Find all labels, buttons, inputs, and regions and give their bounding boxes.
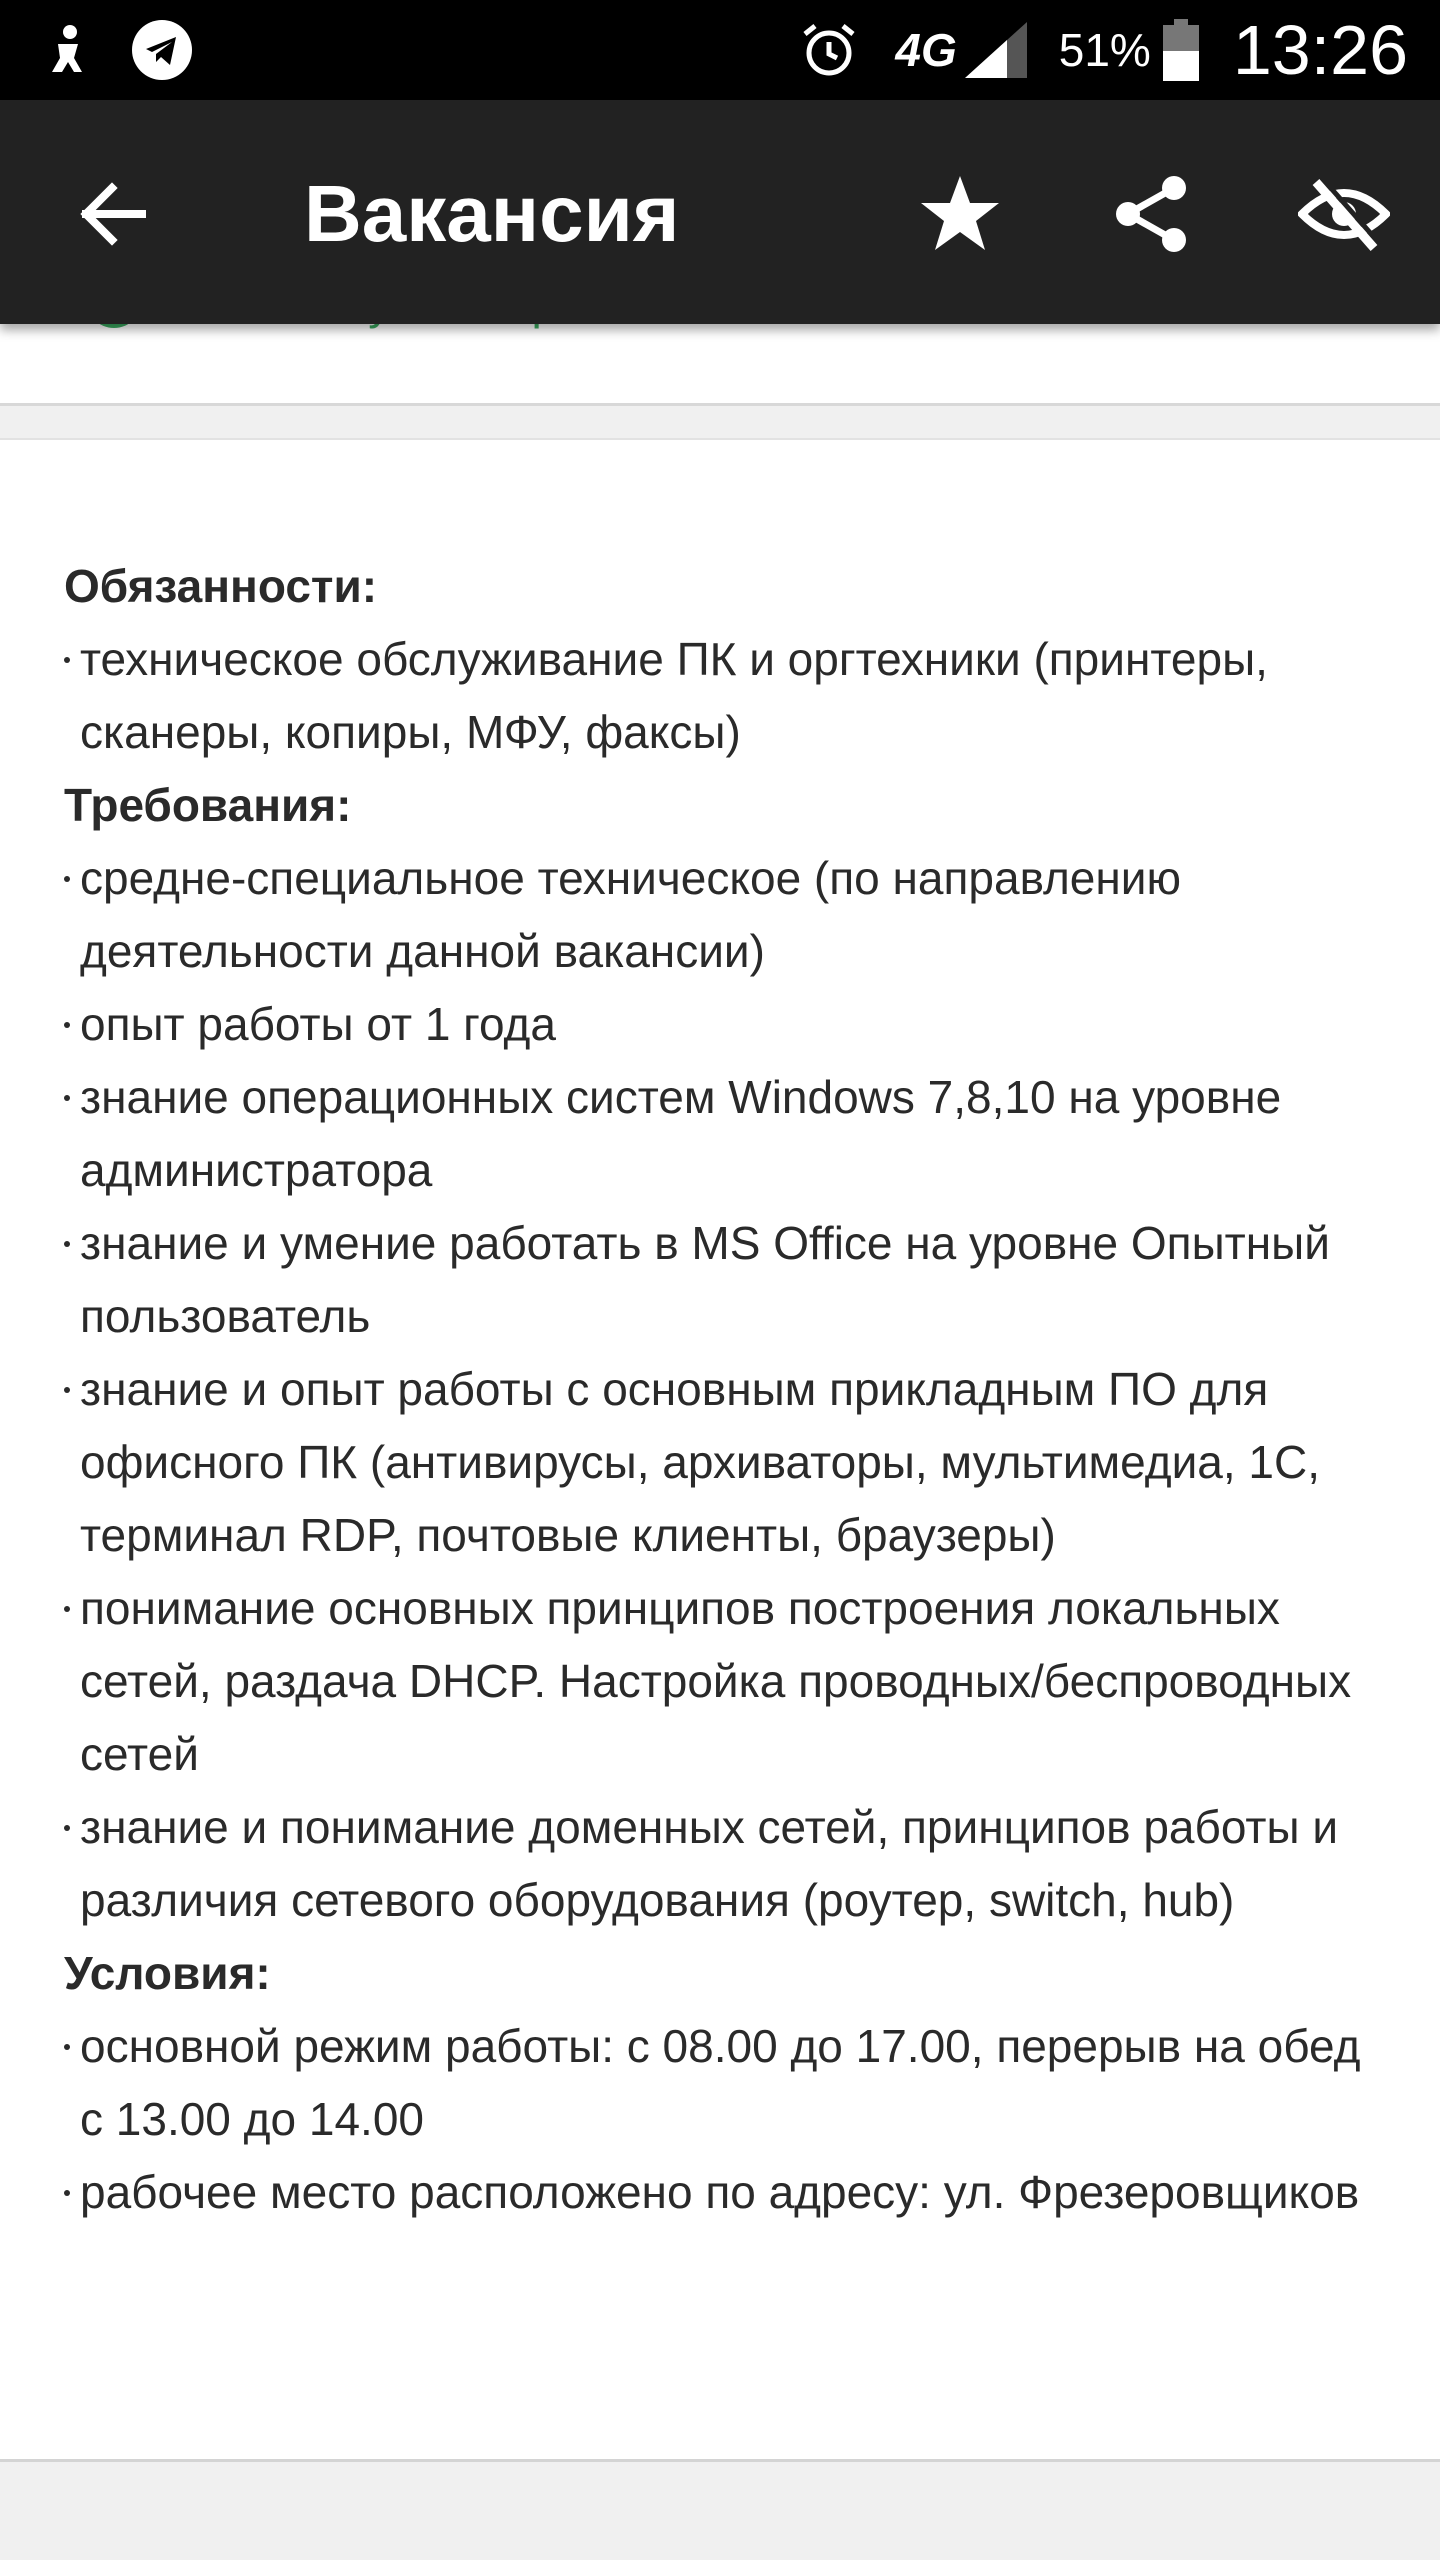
hide-button[interactable] xyxy=(1294,164,1394,264)
star-icon xyxy=(918,172,1002,256)
usb-debug-icon xyxy=(44,22,92,78)
list-item-text: знание операционных систем Windows 7,8,10 на уровне администратора xyxy=(80,1071,1282,1196)
status-bar xyxy=(0,0,1440,100)
clock: 13:26 xyxy=(1232,11,1408,89)
section-title: Условия: xyxy=(64,1947,271,1999)
vacancy-description-card xyxy=(0,438,1440,2462)
telegram-icon xyxy=(130,18,194,82)
list-item xyxy=(64,2010,1384,2156)
battery-percent: 51% xyxy=(1058,24,1151,76)
list-item xyxy=(64,1572,1384,1791)
list-item xyxy=(64,1791,1384,1937)
back-button[interactable] xyxy=(70,172,154,256)
list-item-text: основной режим работы: с 08.00 до 17.00, перерыв на обед с 13.00 до 14.00 xyxy=(80,2020,1361,2145)
list-item xyxy=(64,1353,1384,1572)
network-type: 4G xyxy=(895,24,957,76)
favorite-button[interactable] xyxy=(910,164,1010,264)
signal-icon xyxy=(963,20,1029,80)
page-title: Вакансия xyxy=(304,169,680,258)
list-item-text: средне-специальное техническое (по направлению деятельности данной вакансии) xyxy=(80,852,1181,977)
list-item xyxy=(64,1061,1384,1207)
list-item xyxy=(64,988,1384,1061)
alarm-icon xyxy=(799,20,859,80)
list-item-text: понимание основных принципов построения локальных сетей, раздача DHCP. Настройка проводных/беспроводных сетей xyxy=(80,1582,1352,1780)
list-item xyxy=(64,2156,1384,2229)
vacancy-description xyxy=(64,550,1384,2229)
list-item xyxy=(64,842,1384,988)
list-item xyxy=(64,1207,1384,1353)
section-title: Требования: xyxy=(64,779,352,831)
list-item-text: рабочее место расположено по адресу: ул. Фрезеровщиков xyxy=(80,2166,1360,2218)
list-item-text: знание и умение работать в MS Office на уровне Опытный пользователь xyxy=(80,1217,1330,1342)
list-item-text: знание и понимание доменных сетей, принципов работы и различия сетевого оборудования (роутер, switch, hub) xyxy=(80,1801,1339,1926)
arrow-back-icon xyxy=(76,178,148,250)
share-icon xyxy=(1110,172,1194,256)
list-item-text: знание и опыт работы с основным прикладным ПО для офисного ПК (антивирусы, архиваторы, мультимедиа, 1С, терминал RDP, почтовые клиенты, браузеры) xyxy=(80,1363,1321,1561)
list-item-text: опыт работы от 1 года xyxy=(80,998,556,1050)
share-button[interactable] xyxy=(1102,164,1202,264)
app-bar xyxy=(0,100,1440,324)
battery-icon xyxy=(1163,19,1199,81)
list-item xyxy=(64,623,1384,769)
eye-off-icon xyxy=(1298,172,1390,256)
status-right xyxy=(799,0,1440,100)
status-left xyxy=(0,18,194,82)
section-title: Обязанности: xyxy=(64,560,378,612)
list-item-text: техническое обслуживание ПК и оргтехники (принтеры, сканеры, копиры, МФУ, факсы) xyxy=(80,633,1268,758)
